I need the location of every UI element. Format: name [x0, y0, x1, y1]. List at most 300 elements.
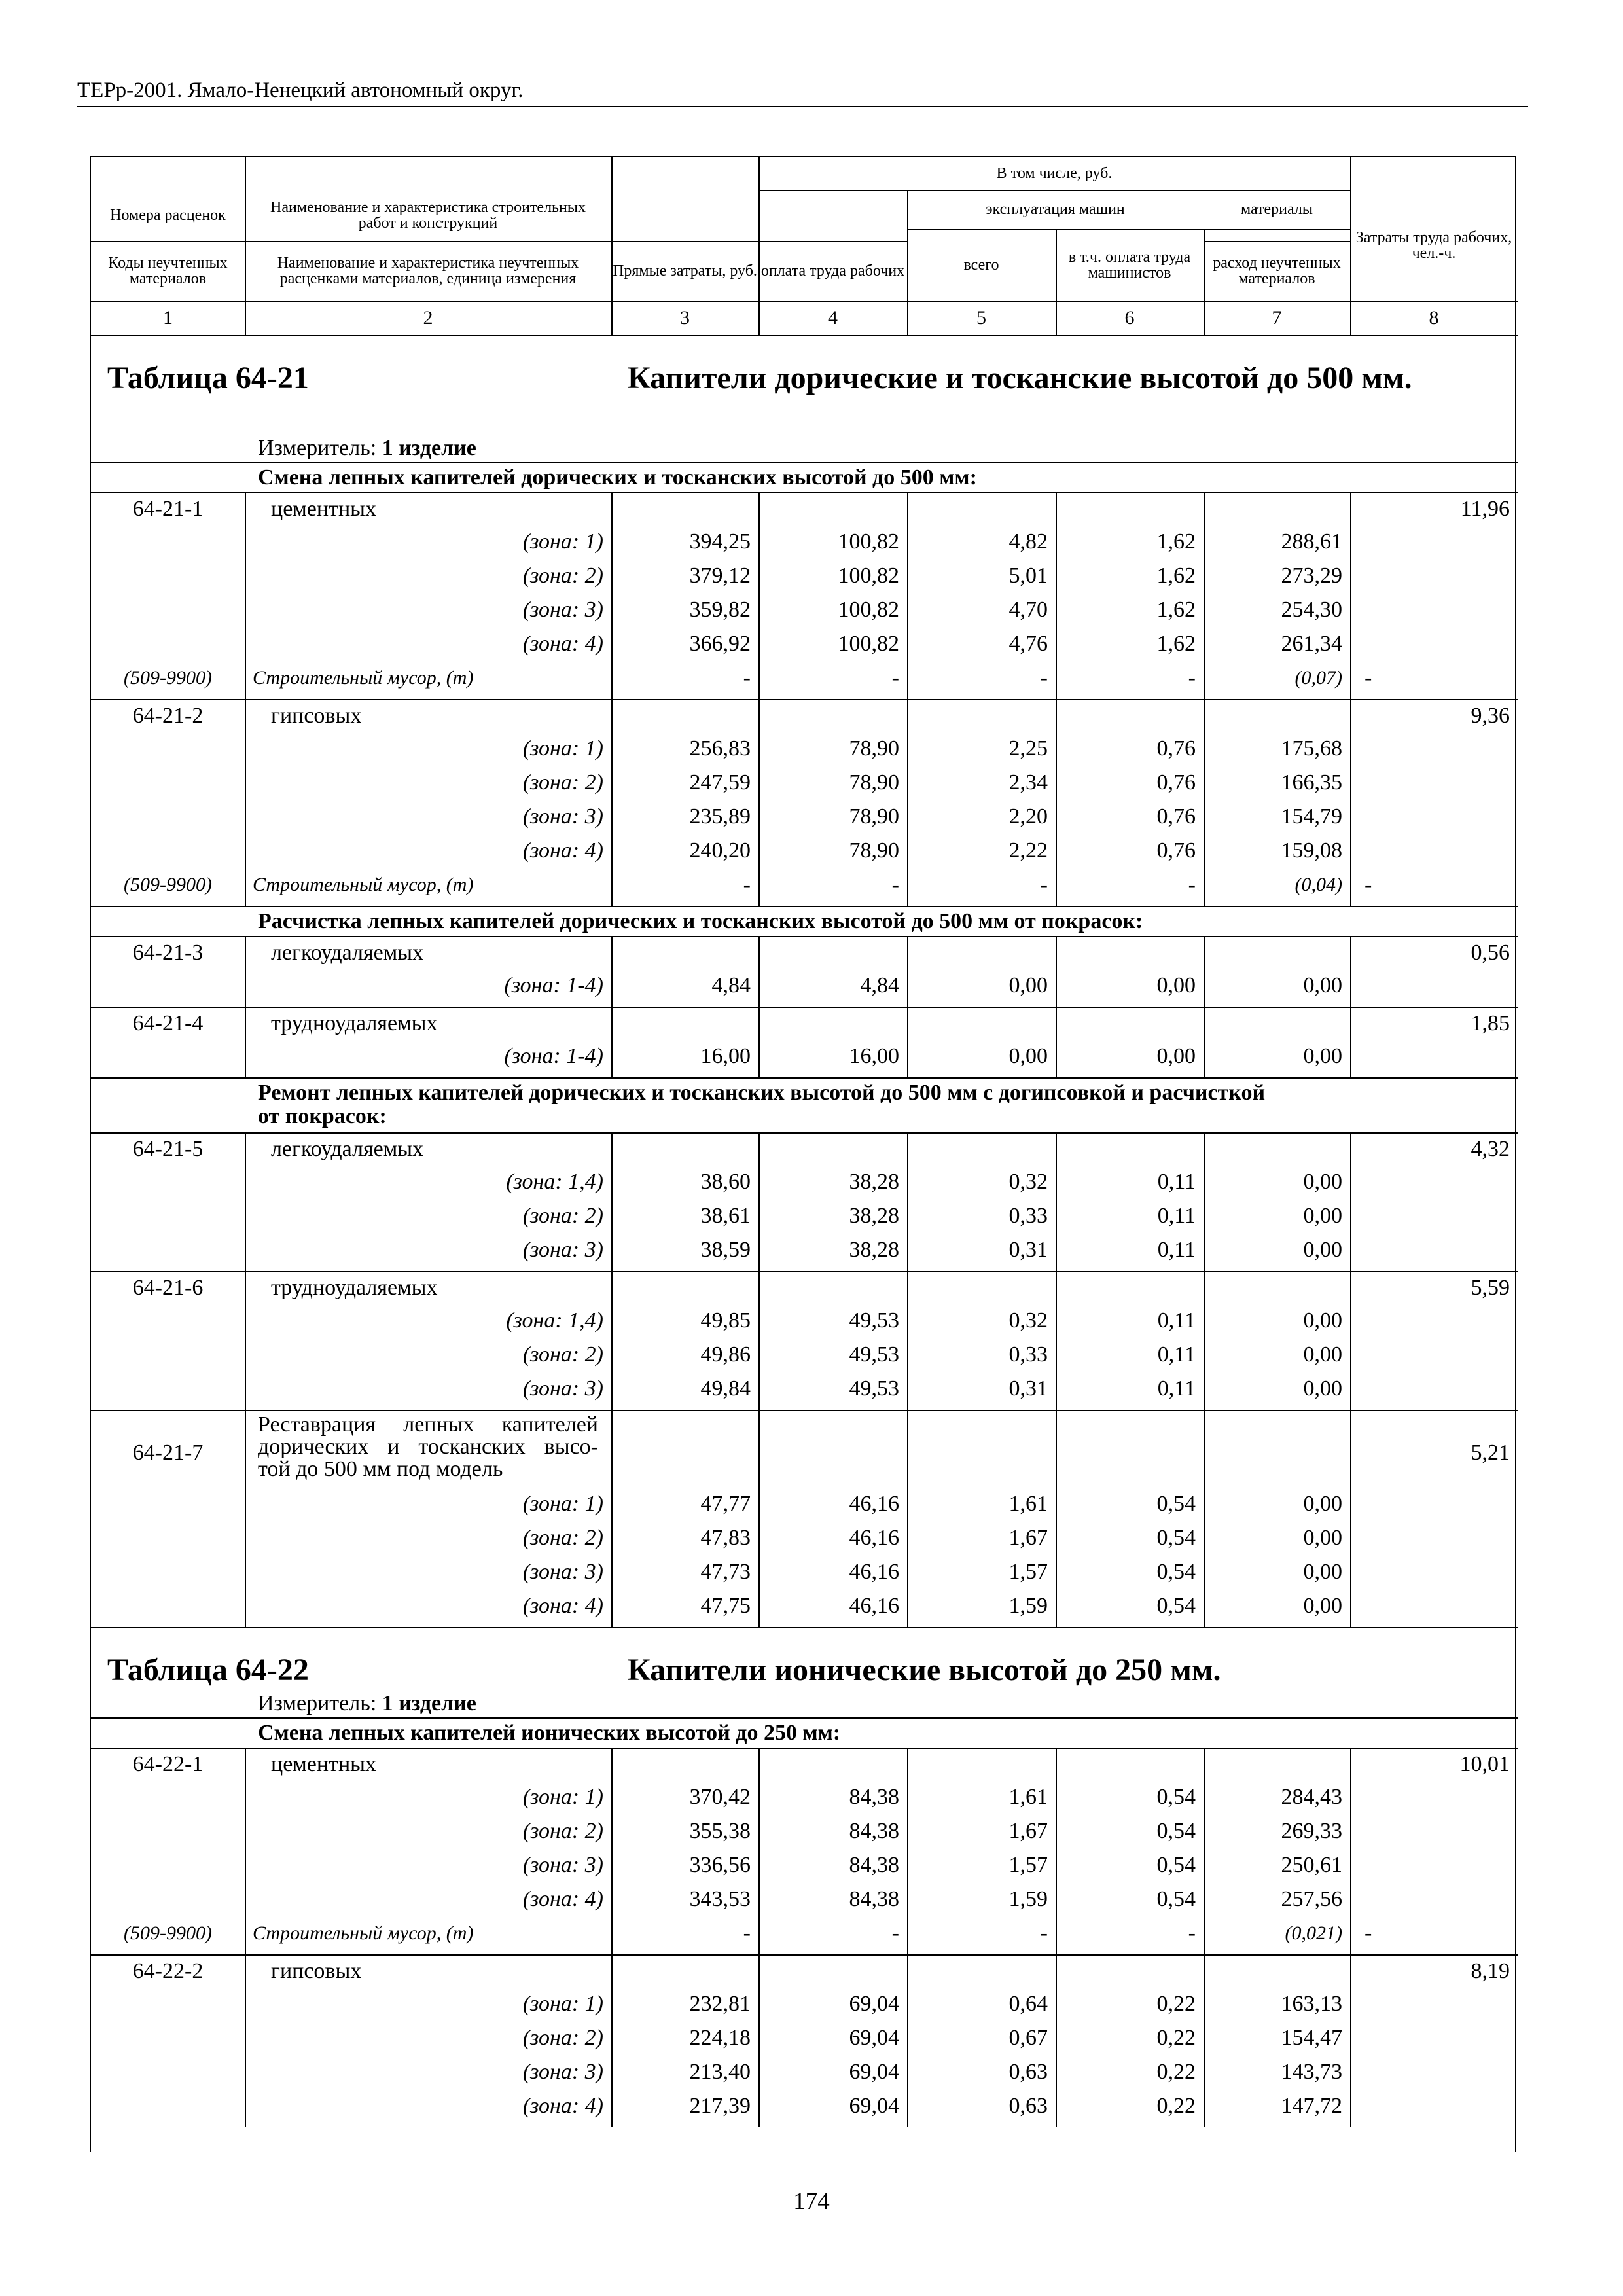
measure-value: 1 изделие: [382, 436, 476, 460]
materials-cost: 250,61: [1281, 1853, 1342, 1877]
header-column-number: 3: [680, 307, 690, 329]
zone-label: (зона: 1-4): [504, 1044, 603, 1068]
column-rule: [1056, 1132, 1057, 1271]
header-column-number: 8: [1429, 307, 1439, 329]
machine-costs-total: 1,67: [1008, 1526, 1048, 1550]
worker-wages: 38,28: [849, 1204, 899, 1228]
machine-costs-total: 4,76: [1008, 632, 1048, 656]
table-title: Капители дорические и тосканские высотой до 500 мм.: [628, 361, 1412, 395]
column-rule: [1350, 1271, 1351, 1410]
materials-cost: 154,47: [1281, 2026, 1342, 2050]
header-column-number: 6: [1124, 307, 1135, 329]
direct-costs: 49,86: [700, 1342, 751, 1367]
worker-wages: 46,16: [849, 1560, 899, 1584]
header-rate-numbers: Номера расценок: [110, 207, 226, 224]
machinist-wages: 0,22: [1156, 1992, 1196, 2016]
header-work-description: Наименование и характеристика строительных работ и конструкций: [270, 199, 586, 232]
labor-costs: -: [1364, 1921, 1372, 1945]
direct-costs: 4,84: [711, 973, 751, 997]
direct-costs: 359,82: [689, 598, 751, 622]
materials-cost: 288,61: [1281, 529, 1342, 554]
zone-label: (зона: 2): [522, 1342, 603, 1367]
column-rule: [1350, 492, 1351, 699]
rate-description: легкоудаляемых: [271, 941, 424, 965]
column-rule: [1204, 936, 1205, 1007]
row-rule: [91, 335, 1518, 336]
machinist-wages: 0,22: [1156, 2060, 1196, 2084]
column-rule: [907, 492, 908, 699]
machine-costs-total: 0,31: [1008, 1376, 1048, 1401]
header-rule: [77, 106, 1528, 107]
materials-cost: 147,72: [1281, 2094, 1342, 2118]
column-rule: [245, 1954, 246, 2127]
direct-costs: 47,73: [700, 1560, 751, 1584]
column-rule: [1204, 699, 1205, 906]
machine-costs-total: 5,01: [1008, 564, 1048, 588]
section-title: Ремонт лепных капителей дорических и тосканских высотой до 500 мм с догипсовкой и расчисткой: [258, 1081, 1266, 1105]
zone-label: (зона: 2): [522, 2026, 603, 2050]
machinist-wages: 0,22: [1156, 2094, 1196, 2118]
direct-costs: 240,20: [689, 838, 751, 863]
section-title: Смена лепных капителей дорических и тосканских высотой до 500 мм:: [258, 465, 977, 490]
machine-costs-total: -: [1040, 872, 1048, 897]
column-rule: [611, 1954, 613, 2127]
materials-cost: 0,00: [1303, 1170, 1342, 1194]
materials-cost: 0,00: [1303, 973, 1342, 997]
zone-label: (зона: 1): [522, 1992, 603, 2016]
column-rule: [1350, 699, 1351, 906]
materials-cost: 159,08: [1281, 838, 1342, 863]
worker-wages: 84,38: [849, 1853, 899, 1877]
machine-costs-total: -: [1040, 1921, 1048, 1945]
column-rule: [907, 1748, 908, 1954]
column-rule: [758, 1007, 760, 1077]
column-rule: [1056, 1410, 1057, 1627]
worker-wages: 78,90: [849, 838, 899, 863]
worker-wages: 84,38: [849, 1819, 899, 1843]
direct-costs: 47,83: [700, 1526, 751, 1550]
column-rule: [1056, 1954, 1057, 2127]
machine-costs-total: 1,61: [1008, 1785, 1048, 1809]
rate-description: цементных: [271, 497, 376, 521]
materials-cost: 273,29: [1281, 564, 1342, 588]
column-rule: [758, 1954, 760, 2127]
column-rule: [245, 699, 246, 906]
column-rule: [1204, 492, 1205, 699]
section-title-continued: от покрасок:: [258, 1104, 387, 1128]
section-title: Расчистка лепных капителей дорических и тосканских высотой до 500 мм от покрасок:: [258, 909, 1143, 933]
header-column-number: 2: [423, 307, 433, 329]
direct-costs: 370,42: [689, 1785, 751, 1809]
machine-costs-total: 0,33: [1008, 1204, 1048, 1228]
column-rule: [611, 1132, 613, 1271]
zone-label: (зона: 3): [522, 1376, 603, 1401]
zone-label: (зона: 4): [522, 1887, 603, 1911]
direct-costs: -: [743, 666, 751, 690]
column-rule: [245, 1132, 246, 1271]
materials-cost: 0,00: [1303, 1308, 1342, 1333]
measure-label: Измеритель:: [258, 436, 382, 460]
machinist-wages: 0,11: [1157, 1170, 1196, 1194]
missing-material-code: (509-9900): [124, 874, 212, 895]
rate-description: цементных: [271, 1752, 376, 1776]
direct-costs: -: [743, 1921, 751, 1945]
zone-label: (зона: 3): [522, 1560, 603, 1584]
worker-wages: 4,84: [860, 973, 899, 997]
zone-label: (зона: 4): [522, 838, 603, 863]
direct-costs: 235,89: [689, 804, 751, 829]
material-consumption: (0,021): [1285, 1922, 1342, 1944]
column-rule: [245, 1748, 246, 1954]
worker-wages: 49,53: [849, 1376, 899, 1401]
machinist-wages: 1,62: [1156, 529, 1196, 554]
column-rule: [1350, 1954, 1351, 2127]
worker-wages: 38,28: [849, 1238, 899, 1262]
direct-costs: 224,18: [689, 2026, 751, 2050]
labor-costs: 8,19: [1471, 1959, 1510, 1983]
zone-label: (зона: 3): [522, 1238, 603, 1262]
header-machinist-wages: в т.ч. оплата труда машинистов: [1068, 249, 1191, 281]
measure-unit: [258, 436, 781, 465]
direct-costs: 247,59: [689, 770, 751, 795]
materials-cost: 0,00: [1303, 1044, 1342, 1068]
zone-label: (зона: 1,4): [506, 1308, 603, 1333]
zone-label: (зона: 4): [522, 632, 603, 656]
zone-label: (зона: 2): [522, 564, 603, 588]
worker-wages: 49,53: [849, 1342, 899, 1367]
machine-costs-total: 1,61: [1008, 1492, 1048, 1516]
column-rule: [1350, 1410, 1351, 1627]
materials-cost: 0,00: [1303, 1560, 1342, 1584]
row-rule: [91, 1717, 1518, 1719]
column-rule: [1204, 1132, 1205, 1271]
column-rule: [907, 1132, 908, 1271]
worker-wages: -: [891, 872, 899, 897]
materials-cost: 0,00: [1303, 1376, 1342, 1401]
missing-material-name: Строительный мусор, (т): [253, 874, 474, 895]
machinist-wages: 0,54: [1156, 1853, 1196, 1877]
direct-costs: 49,85: [700, 1308, 751, 1333]
zone-label: (зона: 1): [522, 529, 603, 554]
header-column-number: 5: [976, 307, 986, 329]
rates-table: [90, 156, 1516, 2152]
column-rule: [611, 1410, 613, 1627]
rate-code: 64-21-1: [132, 497, 204, 521]
table-caption: Таблица 64-22: [107, 1653, 309, 1687]
section-title: Смена лепных капителей ионических высотой до 250 мм:: [258, 1721, 841, 1745]
worker-wages: 84,38: [849, 1887, 899, 1911]
direct-costs: 256,83: [689, 736, 751, 761]
machinist-wages: 0,11: [1157, 1204, 1196, 1228]
zone-label: (зона: 3): [522, 804, 603, 829]
column-rule: [1204, 1748, 1205, 1954]
rate-code: 64-21-4: [132, 1011, 204, 1035]
worker-wages: -: [891, 666, 899, 690]
header-material-description: Наименование и характеристика неучтенных расценками материалов, единица измерения: [277, 255, 579, 287]
machine-costs-total: 0,64: [1008, 1992, 1048, 2016]
worker-wages: 78,90: [849, 804, 899, 829]
direct-costs: 379,12: [689, 564, 751, 588]
column-rule: [758, 1271, 760, 1410]
machinist-wages: 0,54: [1156, 1887, 1196, 1911]
worker-wages: 46,16: [849, 1492, 899, 1516]
machine-costs-total: 1,59: [1008, 1594, 1048, 1618]
worker-wages: 69,04: [849, 2026, 899, 2050]
labor-costs: 1,85: [1471, 1011, 1510, 1035]
machine-costs-total: 2,25: [1008, 736, 1048, 761]
header-labor-costs: Затраты труда рабочих, чел.-ч.: [1355, 229, 1512, 262]
column-rule: [611, 1271, 613, 1410]
column-rule: [611, 1748, 613, 1954]
machinist-wages: 0,76: [1156, 736, 1196, 761]
measure-label: Измеритель:: [258, 1691, 382, 1715]
worker-wages: 78,90: [849, 736, 899, 761]
rate-code: 64-22-2: [132, 1959, 204, 1983]
direct-costs: 38,61: [700, 1204, 751, 1228]
zone-label: (зона: 1-4): [504, 973, 603, 997]
header-machines-total: всего: [963, 257, 999, 274]
worker-wages: 100,82: [838, 529, 899, 554]
column-rule: [1350, 1132, 1351, 1271]
column-rule: [758, 699, 760, 906]
column-rule: [611, 1007, 613, 1077]
header-group-including: В том числе, руб.: [996, 165, 1113, 182]
missing-material-code: (509-9900): [124, 667, 212, 689]
running-header: ТЕРр-2001. Ямало-Ненецкий автономный округ.: [77, 79, 524, 102]
direct-costs: 38,60: [700, 1170, 751, 1194]
labor-costs: 5,21: [1471, 1441, 1510, 1465]
rate-code: 64-21-6: [132, 1276, 204, 1300]
machinist-wages: -: [1188, 872, 1196, 897]
header-wages-workers: оплата труда рабочих: [760, 262, 905, 279]
materials-cost: 0,00: [1303, 1238, 1342, 1262]
machinist-wages: 0,54: [1156, 1594, 1196, 1618]
worker-wages: 100,82: [838, 564, 899, 588]
labor-costs: 4,32: [1471, 1137, 1510, 1161]
worker-wages: 16,00: [849, 1044, 899, 1068]
zone-label: (зона: 1,4): [506, 1170, 603, 1194]
header-column-number: 1: [163, 307, 173, 329]
materials-cost: 284,43: [1281, 1785, 1342, 1809]
machine-costs-total: 0,31: [1008, 1238, 1048, 1262]
column-rule: [611, 936, 613, 1007]
column-rule: [245, 936, 246, 1007]
machine-costs-total: 1,57: [1008, 1560, 1048, 1584]
rate-code: 64-21-3: [132, 941, 204, 965]
direct-costs: 343,53: [689, 1887, 751, 1911]
machinist-wages: 0,76: [1156, 770, 1196, 795]
header-materials: материалы: [1240, 201, 1313, 218]
worker-wages: 100,82: [838, 632, 899, 656]
zone-label: (зона: 2): [522, 1526, 603, 1550]
machinist-wages: 0,11: [1157, 1376, 1196, 1401]
header-machine-operation: эксплуатация машин: [986, 201, 1125, 218]
machinist-wages: -: [1188, 666, 1196, 690]
zone-label: (зона: 4): [522, 2094, 603, 2118]
materials-cost: 0,00: [1303, 1204, 1342, 1228]
column-rule: [758, 492, 760, 699]
column-rule: [907, 936, 908, 1007]
machinist-wages: 0,11: [1157, 1308, 1196, 1333]
direct-costs: 366,92: [689, 632, 751, 656]
machine-costs-total: 0,32: [1008, 1308, 1048, 1333]
materials-cost: 163,13: [1281, 1992, 1342, 2016]
zone-label: (зона: 4): [522, 1594, 603, 1618]
rate-description-line: Реставрация лепных капителей: [258, 1412, 598, 1437]
materials-cost: 261,34: [1281, 632, 1342, 656]
direct-costs: 217,39: [689, 2094, 751, 2118]
machine-costs-total: 0,33: [1008, 1342, 1048, 1367]
machine-costs-total: 4,70: [1008, 598, 1048, 622]
column-rule: [245, 1410, 246, 1627]
direct-costs: 232,81: [689, 1992, 751, 2016]
materials-cost: 166,35: [1281, 770, 1342, 795]
machinist-wages: 1,62: [1156, 632, 1196, 656]
worker-wages: 69,04: [849, 1992, 899, 2016]
row-rule: [91, 1410, 1518, 1411]
materials-cost: 0,00: [1303, 1492, 1342, 1516]
direct-costs: 355,38: [689, 1819, 751, 1843]
row-rule: [91, 1077, 1518, 1079]
rate-description: легкоудаляемых: [271, 1137, 424, 1161]
machinist-wages: 0,00: [1156, 973, 1196, 997]
materials-cost: 0,00: [1303, 1342, 1342, 1367]
materials-cost: 269,33: [1281, 1819, 1342, 1843]
machinist-wages: 0,54: [1156, 1526, 1196, 1550]
rate-description: трудноудаляемых: [271, 1276, 438, 1300]
machinist-wages: 0,11: [1157, 1238, 1196, 1262]
worker-wages: -: [891, 1921, 899, 1945]
missing-material-name: Строительный мусор, (т): [253, 667, 474, 689]
zone-label: (зона: 2): [522, 770, 603, 795]
machinist-wages: 0,54: [1156, 1819, 1196, 1843]
labor-costs: -: [1364, 666, 1372, 690]
column-rule: [611, 699, 613, 906]
rate-description-line: той до 500 мм под модель: [258, 1457, 503, 1481]
column-rule: [1204, 1954, 1205, 2127]
machine-costs-total: 2,34: [1008, 770, 1048, 795]
machine-costs-total: 1,67: [1008, 1819, 1048, 1843]
materials-cost: 175,68: [1281, 736, 1342, 761]
column-rule: [1204, 1271, 1205, 1410]
rate-description: трудноудаляемых: [271, 1011, 438, 1035]
machine-costs-total: 2,22: [1008, 838, 1048, 863]
worker-wages: 100,82: [838, 598, 899, 622]
column-rule: [907, 1007, 908, 1077]
materials-cost: 257,56: [1281, 1887, 1342, 1911]
row-rule: [91, 1627, 1518, 1628]
machine-costs-total: 0,63: [1008, 2094, 1048, 2118]
direct-costs: 47,75: [700, 1594, 751, 1618]
zone-label: (зона: 2): [522, 1204, 603, 1228]
worker-wages: 46,16: [849, 1526, 899, 1550]
column-rule: [1056, 1007, 1057, 1077]
worker-wages: 78,90: [849, 770, 899, 795]
materials-cost: 254,30: [1281, 598, 1342, 622]
machine-costs-total: 0,32: [1008, 1170, 1048, 1194]
table-title: Капители ионические высотой до 250 мм.: [628, 1653, 1221, 1687]
column-rule: [245, 1007, 246, 1077]
direct-costs: 38,59: [700, 1238, 751, 1262]
machine-costs-total: 0,00: [1008, 1044, 1048, 1068]
zone-label: (зона: 2): [522, 1819, 603, 1843]
column-rule: [1204, 1007, 1205, 1077]
column-rule: [1350, 1007, 1351, 1077]
header-direct-costs: Прямые затраты, руб.: [613, 262, 757, 279]
machinist-wages: 1,62: [1156, 564, 1196, 588]
column-rule: [245, 492, 246, 699]
rate-code: 64-21-2: [132, 704, 204, 728]
rate-code: 64-21-7: [132, 1441, 204, 1465]
labor-costs: 11,96: [1460, 497, 1510, 521]
zone-label: (зона: 3): [522, 2060, 603, 2084]
machinist-wages: 0,11: [1157, 1342, 1196, 1367]
column-rule: [245, 1271, 246, 1410]
header-column-number: 4: [828, 307, 838, 329]
machine-costs-total: 0,00: [1008, 973, 1048, 997]
column-rule: [758, 1748, 760, 1954]
column-rule: [611, 492, 613, 699]
worker-wages: 46,16: [849, 1594, 899, 1618]
labor-costs: 9,36: [1471, 704, 1510, 728]
machine-costs-total: 4,82: [1008, 529, 1048, 554]
row-rule: [91, 906, 1518, 907]
rate-code: 64-22-1: [132, 1752, 204, 1776]
direct-costs: 336,56: [689, 1853, 751, 1877]
materials-cost: 0,00: [1303, 1526, 1342, 1550]
zone-label: (зона: 1): [522, 736, 603, 761]
rate-description: гипсовых: [271, 1959, 362, 1983]
header-missing-materials-consumption: расход неучтенных материалов: [1213, 255, 1341, 287]
missing-material-name: Строительный мусор, (т): [253, 1922, 474, 1944]
materials-cost: 154,79: [1281, 804, 1342, 829]
column-rule: [1056, 1271, 1057, 1410]
direct-costs: 394,25: [689, 529, 751, 554]
machine-costs-total: 0,63: [1008, 2060, 1048, 2084]
column-rule: [758, 936, 760, 1007]
machinist-wages: 0,54: [1156, 1492, 1196, 1516]
column-rule: [1056, 936, 1057, 1007]
machine-costs-total: 1,59: [1008, 1887, 1048, 1911]
labor-costs: 5,59: [1471, 1276, 1510, 1300]
labor-costs: -: [1364, 872, 1372, 897]
missing-material-code: (509-9900): [124, 1922, 212, 1944]
materials-cost: 0,00: [1303, 1594, 1342, 1618]
rate-code: 64-21-5: [132, 1137, 204, 1161]
material-consumption: (0,07): [1294, 667, 1342, 689]
measure-value: 1 изделие: [382, 1691, 476, 1715]
rate-description-line: дорических и тосканских высо-: [258, 1435, 598, 1459]
direct-costs: 49,84: [700, 1376, 751, 1401]
zone-label: (зона: 1): [522, 1492, 603, 1516]
table-caption: Таблица 64-21: [107, 361, 309, 395]
labor-costs: 0,56: [1471, 941, 1510, 965]
header-missing-material-codes: Коды неучтенных материалов: [108, 255, 228, 287]
machinist-wages: 0,54: [1156, 1560, 1196, 1584]
worker-wages: 38,28: [849, 1170, 899, 1194]
zone-label: (зона: 1): [522, 1785, 603, 1809]
column-rule: [1056, 699, 1057, 906]
column-rule: [1056, 492, 1057, 699]
machinist-wages: 0,54: [1156, 1785, 1196, 1809]
header-column-number: 7: [1272, 307, 1282, 329]
machine-costs-total: 1,57: [1008, 1853, 1048, 1877]
column-rule: [907, 1271, 908, 1410]
column-rule: [907, 1410, 908, 1627]
column-rule: [758, 1132, 760, 1271]
column-rule: [907, 1954, 908, 2127]
worker-wages: 49,53: [849, 1308, 899, 1333]
